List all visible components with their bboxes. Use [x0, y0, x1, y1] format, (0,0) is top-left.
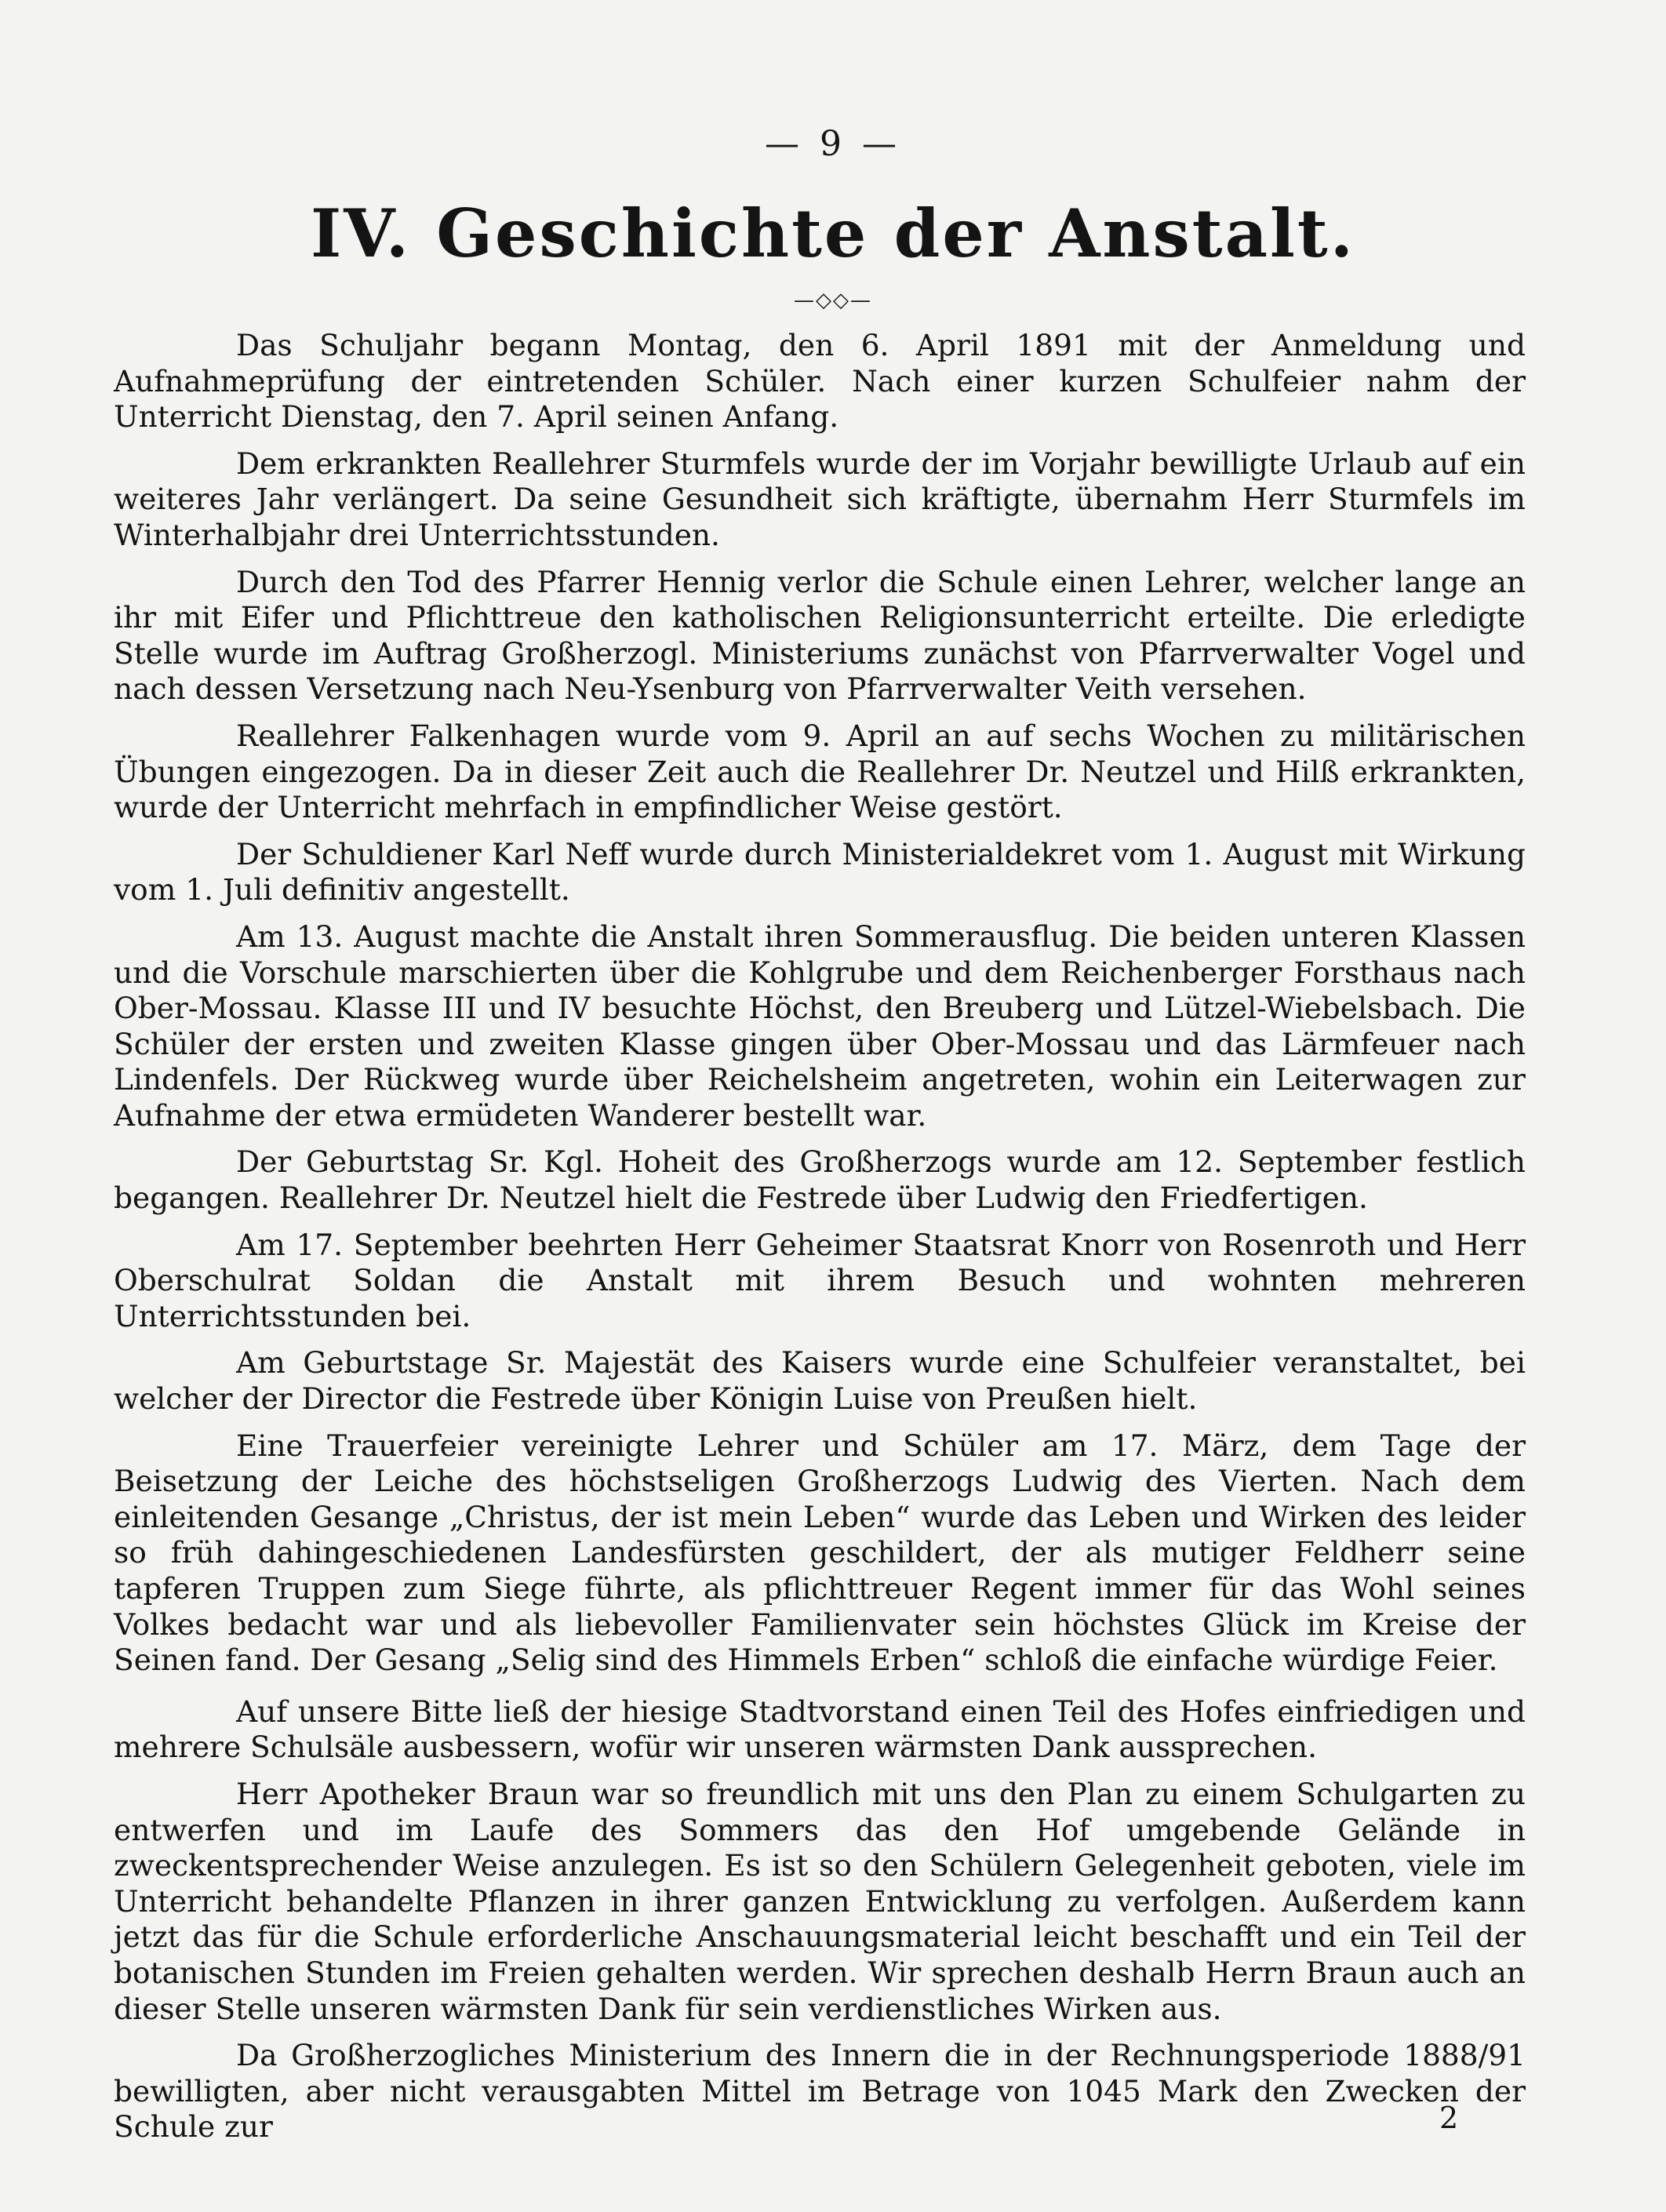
paragraph-kaiser-birthday: Am Geburtstage Sr. Majestät des Kaisers wurde eine Schulfeier veranstaltet, bei welcher der Director die Festrede über Königin Luise von Preußen hielt. — [114, 1345, 1526, 1417]
paragraph-pfarrer-hennig: Durch den Tod des Pfarrer Hennig verlor die Schule einen Lehrer, welcher lange an ihr mit Eifer und Pflichttreue den katholischen Religionsunterricht erteilte. Die erledigte Stelle wurde im Auftrag Großherzogl. Ministeriums zunächst von Pfarrverwalter Vogel und nach dessen Versetzung nach Neu-Ysenburg von Pfarrverwalter Veith versehen. — [114, 564, 1526, 707]
paragraph-stadtvorstand: Auf unsere Bitte ließ der hiesige Stadtvorstand einen Teil des Hofes einfriedigen und mehrere Schulsäle ausbessern, wofür wir unseren wärmsten Dank aussprechen. — [114, 1694, 1526, 1765]
title-ornament: —◇◇— — [794, 289, 872, 312]
page-number: — 9 — — [765, 124, 901, 164]
paragraph-sommerausflug: Am 13. August machte die Anstalt ihren Sommerausflug. Die beiden unteren Klassen und die Vorschule marschierten über die Kohlgrube und dem Reichenberger Forsthaus nach Ober-Mossau. Klasse III und IV besuchte Höchst, den Breuberg und Lützel-Wiebelsbach. Die Schüler der ersten und zweiten Klasse gingen über Ober-Mossau und das Lärmfeuer nach Lindenfels. Der Rückweg wurde über Reichelsheim angetreten, wohin ein Leiterwagen zur Aufnahme der etwa ermüdeten Wanderer bestellt war. — [114, 919, 1526, 1133]
body-text — [114, 328, 1526, 2156]
signature-mark: 2 — [1439, 2101, 1459, 2135]
paragraph-visit: Am 17. September beehrten Herr Geheimer Staatsrat Knorr von Rosenroth und Herr Oberschulrat Soldan die Anstalt mit ihrem Besuch und wohnten mehreren Unterrichtsstunden bei. — [114, 1227, 1526, 1333]
paragraph-ministerium: Da Großherzogliches Ministerium des Innern die in der Rechnungsperiode 1888/91 bewilligten, aber nicht verausgabten Mittel im Betrage von 1045 Mark den Zwecken der Schule zur — [114, 2038, 1526, 2145]
paragraph-grossherzog-birthday: Der Geburtstag Sr. Kgl. Hoheit des Großherzogs wurde am 12. September festlich begangen. Reallehrer Dr. Neutzel hielt die Festrede über Ludwig den Friedfertigen. — [114, 1144, 1526, 1216]
paragraph-schuldiener: Der Schuldiener Karl Neff wurde durch Ministerialdekret vom 1. August mit Wirkung vom 1. Juli definitiv angestellt. — [114, 836, 1526, 908]
paragraph-falkenhagen: Reallehrer Falkenhagen wurde vom 9. April an auf sechs Wochen zu militärischen Übungen eingezogen. Da in dieser Zeit auch die Reallehrer Dr. Neutzel und Hilß erkrankten, wurde der Unterricht mehrfach in empfindlicher Weise gestört. — [114, 718, 1526, 825]
paragraph-school-year-start: Das Schuljahr begann Montag, den 6. April 1891 mit der Anmeldung und Aufnahmeprüfung der eintretenden Schüler. Nach einer kurzen Schulfeier nahm der Unterricht Dienstag, den 7. April seinen Anfang. — [114, 328, 1526, 435]
paragraph-schulgarten: Herr Apotheker Braun war so freundlich mit uns den Plan zu einem Schulgarten zu entwerfen und im Laufe des Sommers das den Hof umgebende Gelände in zweckentsprechender Weise anzulegen. Es ist so den Schülern Gelegenheit geboten, viele im Unterricht behandelte Pflanzen in ihrer ganzen Entwicklung zu verfolgen. Außerdem kann jetzt das für die Schule erforderliche Anschauungsmaterial leicht beschafft und ein Teil der botanischen Stunden im Freien gehalten werden. Wir sprechen deshalb Herrn Braun auch an dieser Stelle unseren wärmsten Dank für sein verdienstliches Wirken aus. — [114, 1776, 1526, 2026]
paragraph-sturmfels-leave: Dem erkrankten Reallehrer Sturmfels wurde der im Vorjahr bewilligte Urlaub auf ein weiteres Jahr verlängert. Da seine Gesundheit sich kräftigte, übernahm Herr Sturmfels im Winterhalbjahr drei Unterrichtsstunden. — [114, 446, 1526, 552]
chapter-title: IV. Geschichte der Anstalt. — [311, 195, 1355, 272]
paragraph-trauerfeier: Eine Trauerfeier vereinigte Lehrer und Schüler am 17. März, dem Tage der Beisetzung der Leiche des höchstseligen Großherzogs Ludwig des Vierten. Nach dem einleitenden Gesange „Christus, der ist mein Leben“ wurde das Leben und Wirken des leider so früh dahingeschiedenen Landesfürsten geschildert, der als mutiger Feldherr seine tapferen Truppen zum Siege führte, als pflichttreuer Regent immer für das Wohl seines Volkes bedacht war und als liebevoller Familienvater sein höchstes Glück im Kreise der Seinen fand. Der Gesang „Selig sind des Himmels Erben“ schloß die einfache würdige Feier. — [114, 1428, 1526, 1678]
